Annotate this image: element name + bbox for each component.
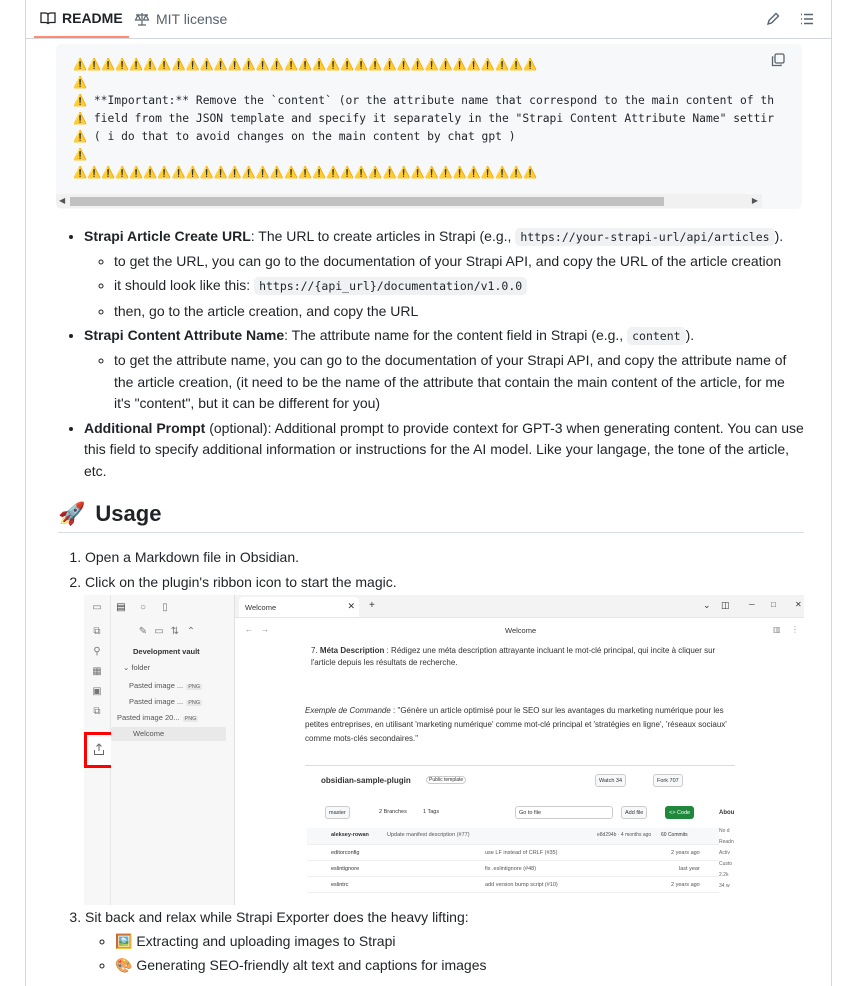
list-item: 3. Sit back and relax while Strapi Exporter does the heavy lifting: ◦ 🖼️ Extracting and uploading images to Strapi ◦ 🎨 Generating SEO-friendly alt text and captions for images [85, 907, 831, 977]
list-item: ◦ it should look like this: https://{api_url}/documentation/v1.0.0 [114, 275, 804, 298]
file-item: Pasted image ... PNG [129, 697, 201, 706]
file-item: Pasted image 20... PNG [117, 713, 197, 722]
more-icon: ⋮ [791, 625, 799, 634]
obsidian-screenshot [84, 595, 804, 905]
editor-pane [235, 595, 804, 905]
item-7: 7. Méta Description : Rédigez une méta description attrayante incluant le mot-clé principal, qui incite à cliquer sur l'article depuis les résultats de recherche. [311, 646, 716, 667]
editor-tab: Welcome ✕ [239, 597, 359, 617]
list-item-create-url: • Strapi Article Create URL: The URL to create articles in Strapi (e.g., https://your-strapi-url/api/articles ). ◦ to get the URL, you can go to the documentation of your Strapi API, and copy the URL of the article creation ◦ it should look like this: https://{api_url}/documentation/v1.0.0 ◦ then, go to the article creation, and copy the URL [84, 226, 804, 322]
list-item: 2. Click on the plugin's ribbon icon to start the magic. [85, 572, 831, 908]
editor-tab-bar [235, 595, 804, 618]
graph-icon: ⚲ [93, 645, 101, 657]
tab-readme-label: README [62, 10, 123, 26]
reading-icon: ▥ [773, 625, 781, 634]
file-item-active: Welcome [111, 727, 226, 741]
scroll-left-icon[interactable]: ◀ [59, 196, 66, 205]
example-command: Exemple de Commande : "Génère un article optimisé pour le SEO sur les avantages du marketing numérique pour les petites entreprises, en utilisant 'marketing numérique' comme mot-clé principal et 'stratégies en ligne', 'réseaux sociaux' comme mots-clés secondaires." [305, 706, 727, 743]
split-icon: ◫ [721, 600, 730, 610]
bookmark-icon: ▯ [162, 601, 168, 613]
image-icon: 🖼️ [115, 932, 133, 949]
new-folder-icon: ▭ [154, 625, 164, 637]
plus-icon: + [369, 600, 375, 611]
minimize-icon: ─ [749, 600, 755, 609]
list-icon[interactable] [798, 10, 816, 28]
list-item: ◦ to get the URL, you can go to the documentation of your Strapi API, and copy the URL of the article creation [114, 251, 804, 273]
tab-license-label: MIT license [156, 11, 228, 27]
copy-icon[interactable] [770, 52, 788, 70]
warning-code-block [56, 44, 802, 209]
rocket-icon: 🚀 [58, 501, 86, 526]
calendar-icon: ▣ [92, 685, 102, 697]
code-block-text: ⚠️⚠️⚠️⚠️⚠️⚠️⚠️⚠️⚠️⚠️⚠️⚠️⚠️⚠️⚠️⚠️⚠️⚠️⚠️⚠️⚠️⚠️⚠️⚠️⚠️⚠️⚠️⚠️⚠️⚠️⚠️⚠️⚠️ ⚠️ ⚠️ **Important:** Remove the `content` (or the attribute name that correspond to the main content of th ⚠️ field from the JSON template and specify it separately in the "Strapi Content Attribute Name" settir ⚠️ ( i do that to avoid changes on the main content by chat gpt ) ⚠️ ⚠️⚠️⚠️⚠️⚠️⚠️⚠️⚠️⚠️⚠️⚠️⚠️⚠️⚠️⚠️⚠️⚠️⚠️⚠️⚠️⚠️⚠️⚠️⚠️⚠️⚠️⚠️⚠️⚠️⚠️⚠️⚠️⚠️ [73, 58, 774, 179]
usage-heading [58, 496, 804, 533]
palette-icon: 🎨 [115, 957, 133, 974]
window-close-icon: ✕ [795, 600, 802, 609]
grid-icon: ▦ [92, 665, 102, 677]
file-icon: ⧉ [93, 625, 101, 637]
readme-tab-bar [26, 0, 831, 39]
list-item-additional-prompt: • Additional Prompt (optional): Additional prompt to provide context for GPT-3 when generating content. You can use this field to specify additional information or instructions for the AI model. Like your langage, the tone of the article, etc. [84, 418, 804, 483]
tab-readme[interactable] [34, 0, 129, 38]
close-icon: ✕ [347, 601, 355, 611]
vault-name: Development vault [133, 647, 200, 656]
github-repo-screenshot: obsidian-sample-plugin Public template Watch 34 Fork 707 master 2 Branches 1 Tags Go to file Add file <> Code Abou aleksey-rowan Update manifest description (#77) e8d294b · 4 months ago 60 Commits editorconfig use LF instead of CRLF (#35) 2 years ago eslintignore fix .eslintignore (#48) last year eslintrc add version bump script (#10) 2 years ago No d Readn Activ Custo 2.2k 34 w [305, 765, 735, 905]
folder-icon: ▤ [116, 601, 126, 613]
scrollbar-thumb[interactable] [70, 197, 664, 206]
maximize-icon: □ [771, 600, 776, 609]
back-icon: ← [245, 625, 253, 634]
forward-icon: → [261, 625, 269, 634]
search-icon: ○ [139, 601, 147, 613]
settings-description [58, 226, 804, 485]
scale-icon [134, 11, 150, 27]
chevron-down-icon: ⌄ [703, 600, 711, 610]
sort-icon: ⇅ [170, 625, 180, 637]
collapse-icon: ⌃ [186, 625, 196, 637]
tab-license[interactable] [134, 0, 227, 38]
list-item: ◦ 🖼️ Extracting and uploading images to Strapi [115, 931, 831, 953]
horizontal-scrollbar[interactable] [56, 194, 762, 208]
scroll-right-icon[interactable]: ▶ [751, 196, 758, 205]
highlighted-ribbon-button [84, 732, 114, 768]
new-note-icon: ✎ [138, 625, 148, 637]
list-item: 1. Open a Markdown file in Obsidian. [85, 547, 831, 569]
file-explorer [111, 595, 235, 905]
doc-title: Welcome [505, 626, 537, 635]
folder-item: ⌄ folder [123, 663, 151, 672]
file-item: Pasted image ... PNG [129, 681, 201, 690]
sidebar-toggle-icon: ▭ [92, 601, 102, 613]
ribbon-bar [84, 595, 111, 905]
copy-icon: ⧉ [93, 705, 101, 717]
list-item: ◦ 🎨 Generating SEO-friendly alt text and captions for images [115, 955, 831, 977]
list-item: ◦ then, go to the article creation, and copy the URL [114, 301, 804, 323]
list-item: ◦ to get the attribute name, you can go to the documentation of your Strapi API, and copy the attribute name of the article creation, (it need to be the name of the attribute that contain the main content of the article, for me it's "content", but it can be different for you) [114, 350, 804, 415]
list-item-content-attribute: • Strapi Content Attribute Name: The attribute name for the content field in Strapi (e.g., content ). ◦ to get the attribute name, you can go to the documentation of your Strapi API, and copy the attribute name of the article creation, (it need to be the name of the attribute that contain the main content of the article, for me it's "content", but it can be different for you) [84, 325, 804, 414]
usage-title: Usage [95, 501, 162, 526]
pencil-icon[interactable] [764, 10, 782, 28]
book-icon [40, 10, 56, 26]
